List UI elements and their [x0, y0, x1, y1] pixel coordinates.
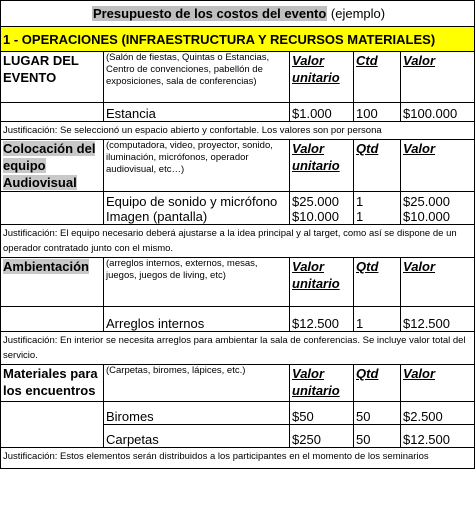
empty-cell [1, 103, 104, 122]
item-quantity: 1 [356, 194, 364, 209]
item-quantity: 50 [354, 402, 401, 425]
justification-text: Justificación: El equipo necesario deberá ajustarse a la idea principal y al target, como así se dispone de un operador contratado junto con el mismo. [1, 225, 475, 258]
header-quantity: Qtd [354, 365, 401, 402]
category-label: LUGAR DEL EVENTO [3, 53, 79, 85]
category-cell [1, 140, 104, 192]
justification-row [1, 332, 475, 365]
empty-cell [1, 307, 104, 332]
category-cell [1, 258, 104, 307]
item-unit-price: $250 [290, 425, 354, 448]
header-unit-value: Valor unitario [290, 52, 354, 103]
item-quantity: 100 [354, 103, 401, 122]
justification-text: Justificación: Estos elementos serán distribuidos a los participantes en el momento de los seminarios [1, 448, 475, 469]
section-heading: 1 - OPERACIONES (INFRAESTRUCTURA Y RECURSOS MATERIALES) [1, 27, 475, 52]
item-totals [401, 192, 475, 225]
header-total-value: Valor [401, 140, 475, 192]
category-description: (Carpetas, biromes, lápices, etc.) [104, 365, 290, 402]
empty-cell [1, 192, 104, 225]
item-quantity: 1 [354, 307, 401, 332]
header-total-value: Valor [401, 365, 475, 402]
header-quantity: Ctd [354, 52, 401, 103]
item-name: Equipo de sonido y micrófono [106, 194, 278, 209]
item-quantities [354, 192, 401, 225]
item-total: $100.000 [401, 103, 475, 122]
item-total: $12.500 [401, 307, 475, 332]
item-row [1, 103, 475, 122]
justification-row [1, 122, 475, 140]
item-unit-price: $50 [290, 402, 354, 425]
header-unit-value: Valor unitario [290, 258, 354, 307]
block-header-row [1, 52, 475, 103]
header-total-value: Valor [401, 52, 475, 103]
header-quantity: Qtd [354, 258, 401, 307]
table-title [1, 1, 475, 27]
item-unit-price: $1.000 [290, 103, 354, 122]
category-description: (arreglos internos, externos, mesas, juegos, juegos de living, etc) [104, 258, 290, 307]
item-names [104, 192, 290, 225]
category-cell [1, 365, 104, 402]
item-unit-price: $10.000 [292, 209, 339, 224]
category-label: Colocación del equipo Audiovisual [3, 141, 96, 190]
category-label: Materiales para los encuentros [3, 366, 98, 398]
block-header-row [1, 365, 475, 402]
justification-row [1, 225, 475, 258]
empty-cell [1, 402, 104, 448]
item-total: $25.000 [403, 194, 450, 209]
item-name: Imagen (pantalla) [106, 209, 208, 224]
item-total: $12.500 [401, 425, 475, 448]
item-unit-price: $12.500 [290, 307, 354, 332]
block-header-row [1, 140, 475, 192]
item-name: Biromes [104, 402, 290, 425]
item-row [1, 402, 475, 425]
section-row [1, 27, 475, 52]
item-name: Carpetas [104, 425, 290, 448]
justification-row [1, 448, 475, 469]
item-row [1, 192, 475, 225]
header-unit-value: Valor unitario [290, 140, 354, 192]
item-total: $2.500 [401, 402, 475, 425]
item-name: Arreglos internos [104, 307, 290, 332]
item-total: $10.000 [403, 209, 450, 224]
item-unit-price: $25.000 [292, 194, 339, 209]
item-unit-prices [290, 192, 354, 225]
item-quantity: 1 [356, 209, 364, 224]
title-suffix: (ejemplo) [330, 6, 386, 21]
title-main: Presupuesto de los costos del evento [92, 6, 327, 21]
category-description: (Salón de fiestas, Quintas o Estancias, Centro de convenciones, pabellón de exposiciones, sala de conferencias) [104, 52, 290, 103]
category-cell [1, 52, 104, 103]
header-quantity: Qtd [354, 140, 401, 192]
item-quantity: 50 [354, 425, 401, 448]
item-name: Estancia [104, 103, 290, 122]
justification-text: Justificación: En interior se necesita arreglos para ambientar la sala de conferencias. Se incluye valor total del servicio. [1, 332, 475, 365]
block-header-row [1, 258, 475, 307]
item-row [1, 307, 475, 332]
header-unit-value: Valor unitario [290, 365, 354, 402]
title-row [1, 1, 475, 27]
category-description: (computadora, video, proyector, sonido, iluminación, micrófonos, operador audiovisual, etc…) [104, 140, 290, 192]
header-total-value: Valor [401, 258, 475, 307]
justification-text: Justificación: Se seleccionó un espacio abierto y confortable. Los valores son por persona [1, 122, 475, 140]
category-label: Ambientación [3, 259, 89, 274]
